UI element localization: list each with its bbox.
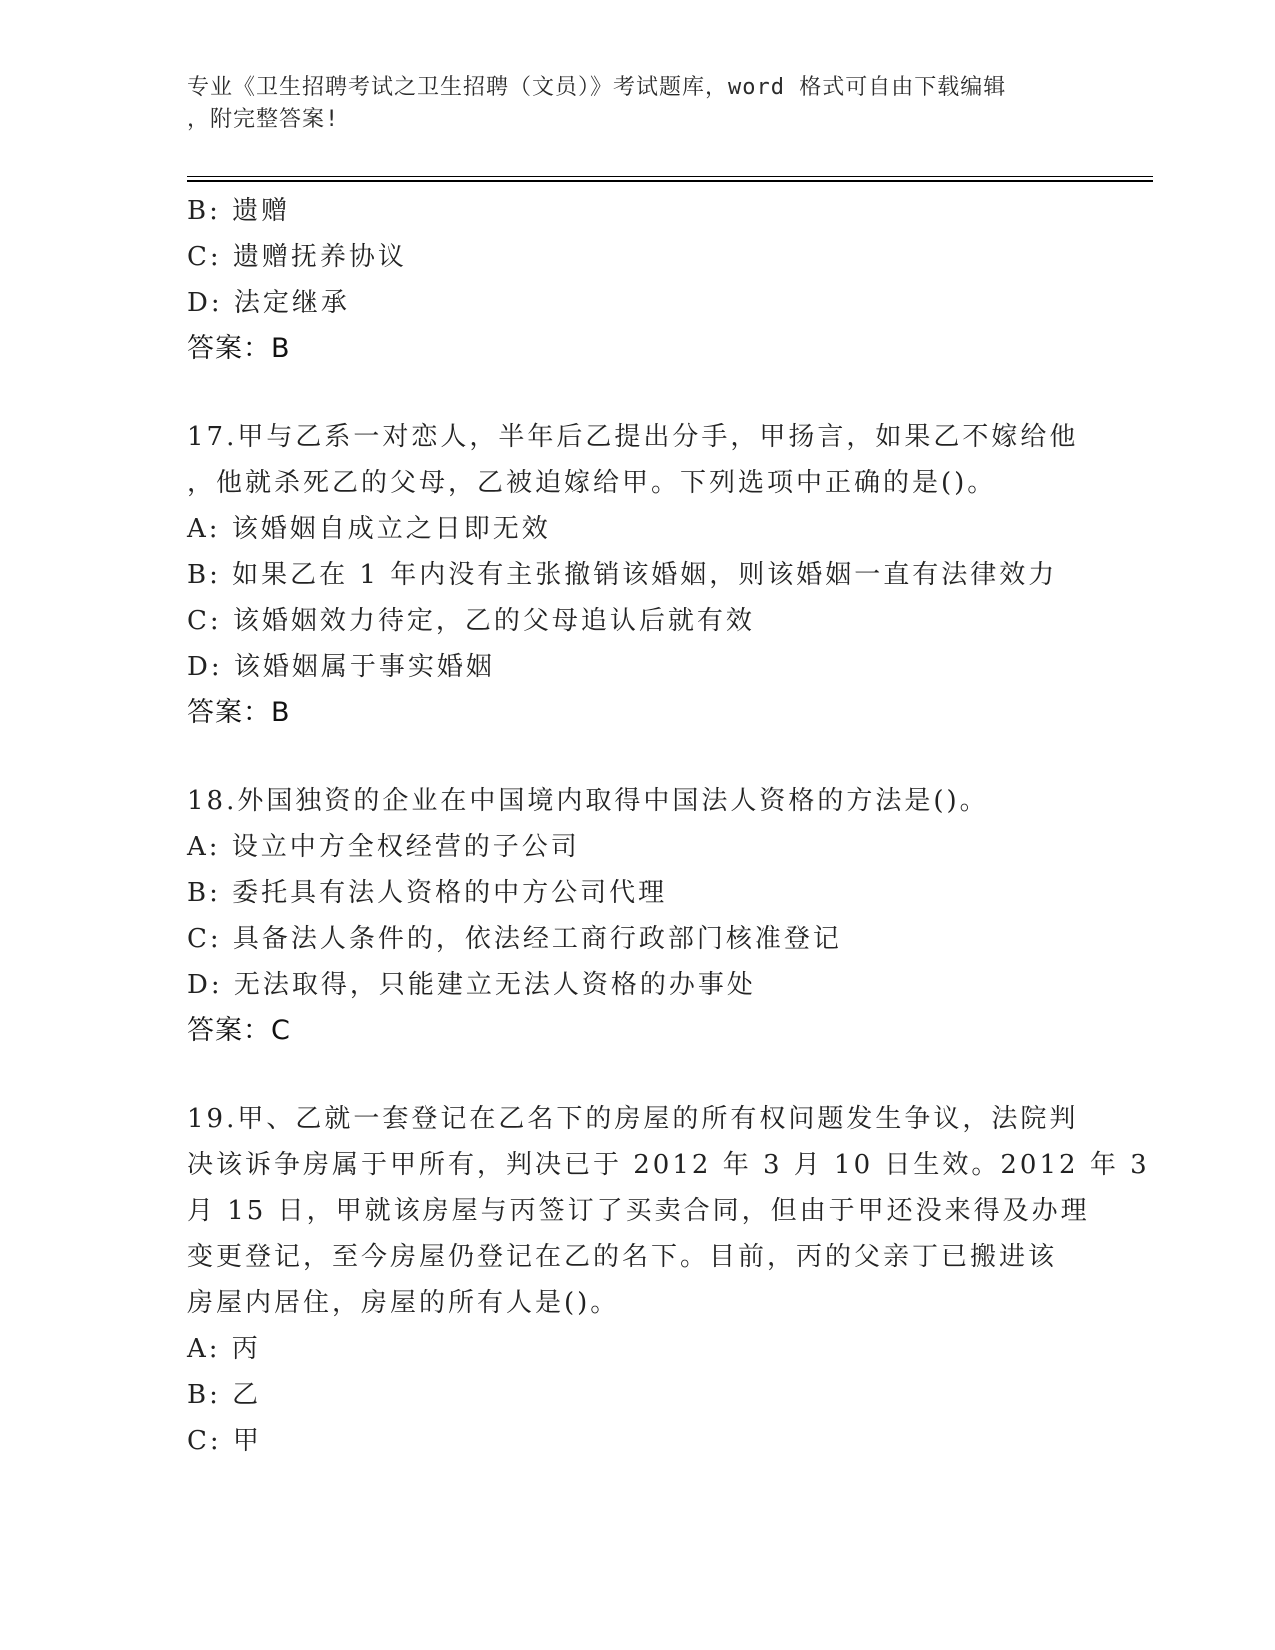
q17-stem-line-1: 17.甲与乙系一对恋人，半年后乙提出分手，甲扬言，如果乙不嫁给他 [187,422,1079,452]
spacer [187,736,1087,778]
question-16-block [187,188,1087,372]
question-18-block [187,778,1087,1054]
q19-option-b: B: 乙 [187,1380,262,1410]
q18-option-d: D: 无法取得，只能建立无法人资格的办事处 [187,970,756,1000]
question-17-block [187,414,1087,736]
q16-option-b: B: 遗赠 [187,196,291,226]
q19-stem-line-1: 19.甲、乙就一套登记在乙名下的房屋的所有权问题发生争议，法院判 [187,1104,1079,1134]
q17-option-d: D: 该婚姻属于事实婚姻 [187,652,495,682]
q18-option-b: B: 委托具有法人资格的中方公司代理 [187,878,668,908]
header-line-1: 专业《卫生招聘考试之卫生招聘（文员）》考试题库，word 格式可自由下载编辑 [187,75,1007,100]
q19-stem-line-3: 月 15 日，甲就该房屋与丙签订了买卖合同，但由于甲还没来得及办理 [187,1196,1090,1226]
q18-option-a: A: 设立中方全权经营的子公司 [187,832,580,862]
q17-option-c: C: 该婚姻效力待定，乙的父母追认后就有效 [187,606,755,636]
q17-option-b: B: 如果乙在 1 年内没有主张撤销该婚姻，则该婚姻一直有法律效力 [187,560,1058,590]
q18-option-c: C: 具备法人条件的，依法经工商行政部门核准登记 [187,924,842,954]
header-line-2: ，附完整答案! [187,107,340,132]
spacer [187,372,1087,414]
q16-option-c: C: 遗赠抚养协议 [187,242,407,272]
q19-stem-line-2: 决该诉争房属于甲所有，判决已于 2012 年 3 月 10 日生效。2012 年 3 [187,1150,1150,1180]
header-rule-thin [187,176,1153,177]
q17-stem-line-2: ，他就杀死乙的父母，乙被迫嫁给甲。下列选项中正确的是()。 [187,468,997,498]
q18-answer: 答案：C [187,1015,291,1046]
question-19-block [187,1096,1150,1464]
question-content [187,188,1150,1464]
q19-option-c: C: 甲 [187,1426,262,1456]
header-rule-thick [187,180,1153,182]
page-header [187,72,1067,136]
q17-answer: 答案：B [187,697,291,728]
q19-option-a: A: 丙 [187,1334,261,1364]
q17-option-a: A: 该婚姻自成立之日即无效 [187,514,551,544]
q18-stem-line-1: 18.外国独资的企业在中国境内取得中国法人资格的方法是()。 [187,786,989,816]
q19-stem-line-4: 变更登记，至今房屋仍登记在乙的名下。目前，丙的父亲丁已搬进该 [187,1242,1058,1272]
spacer [187,1054,1087,1096]
q19-stem-line-5: 房屋内居住，房屋的所有人是()。 [187,1288,620,1318]
q16-answer: 答案：B [187,333,291,364]
q16-option-d: D: 法定继承 [187,288,350,318]
